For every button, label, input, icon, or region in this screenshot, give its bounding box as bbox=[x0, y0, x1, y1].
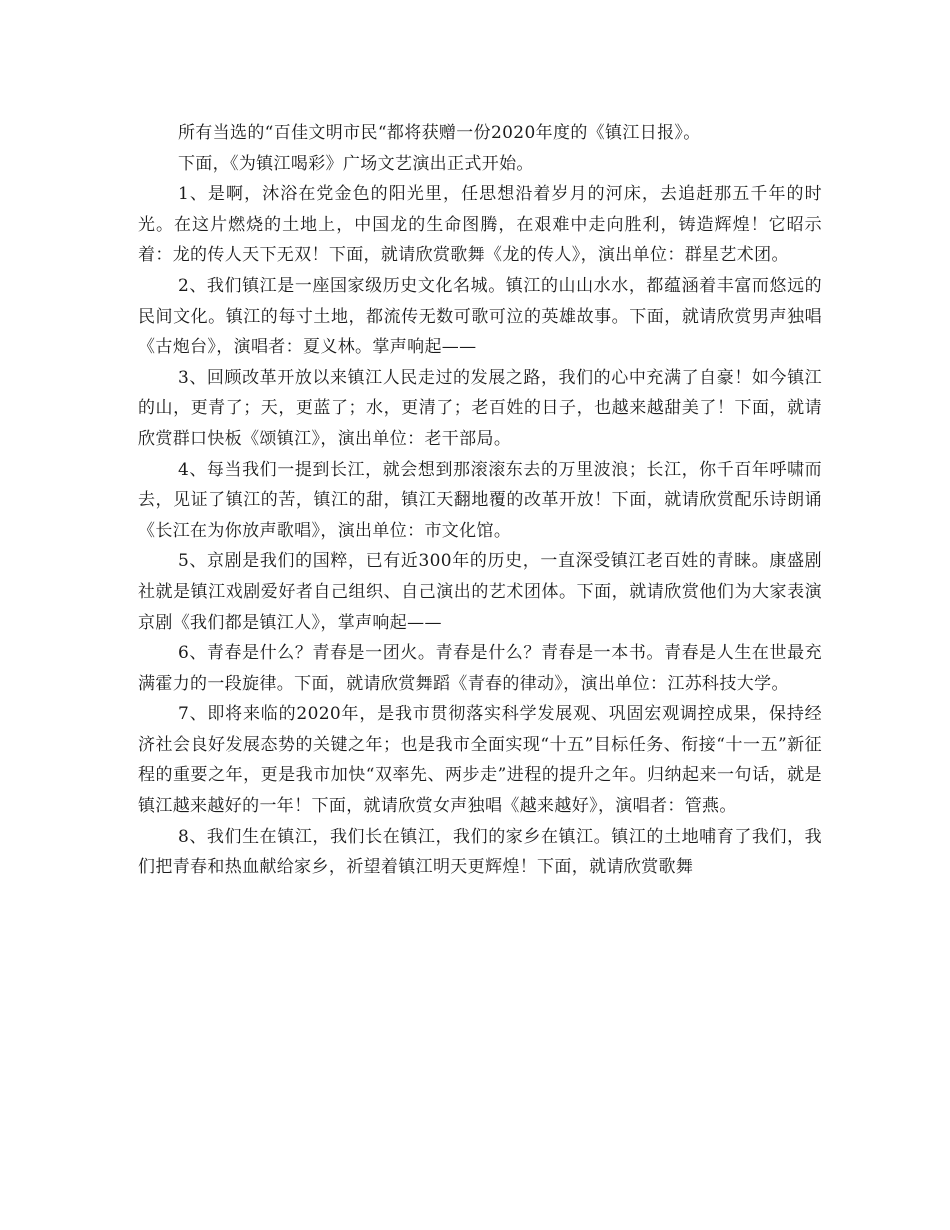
document-body bbox=[138, 118, 822, 883]
paragraph-item-5: 5、京剧是我们的国粹，已有近300年的历史，一直深受镇江老百姓的青睐。康盛剧社就是镇江戏剧爱好者自己组织、自己演出的艺术团体。下面，就请欣赏他们为大家表演京剧《我们都是镇江人》，掌声响起—— bbox=[138, 551, 822, 633]
paragraph-item-6: 6、青春是什么？青春是一团火。青春是什么？青春是一本书。青春是人生在世最充满霍力的一段旋律。下面，就请欣赏舞蹈《青春的律动》，演出单位：江苏科技大学。 bbox=[138, 643, 822, 694]
paragraph-item-4: 4、每当我们一提到长江，就会想到那滚滚东去的万里波浪；长江，你千百年呼啸而去，见证了镇江的苦，镇江的甜，镇江天翻地覆的改革开放！下面，就请欣赏配乐诗朗诵《长江在为你放声歌唱》，演出单位：市文化馆。 bbox=[138, 459, 822, 541]
paragraph-item-1: 1、是啊，沐浴在党金色的阳光里，任思想沿着岁月的河床，去追赶那五千年的时光。在这片燃烧的土地上，中国龙的生命图腾，在艰难中走向胜利，铸造辉煌！它昭示着：龙的传人天下无双！下面，就请欣赏歌舞《龙的传人》，演出单位：群星艺术团。 bbox=[138, 184, 822, 266]
paragraph-winners-gift: 所有当选的“百佳文明市民“都将获赠一份2020年度的《镇江日报》。 bbox=[177, 123, 701, 143]
paragraph-performance-start: 下面，《为镇江喝彩》广场文艺演出正式开始。 bbox=[177, 153, 534, 174]
paragraph-item-3: 3、回顾改革开放以来镇江人民走过的发展之路，我们的心中充满了自豪！如今镇江的山，更青了；天，更蓝了；水，更清了；老百姓的日子，也越来越甜美了！下面，就请欣赏群口快板《颂镇江》，演出单位：老干部局。 bbox=[138, 367, 822, 449]
paragraph-item-7: 7、即将来临的2020年，是我市贯彻落实科学发展观、巩固宏观调控成果，保持经济社会良好发展态势的关键之年；也是我市全面实现“十五”目标任务、衔接“十一五”新征程的重要之年，更是我市加快“双率先、两步走”进程的提升之年。归纳起来一句话，就是镇江越来越好的一年！下面，就请欣赏女声独唱《越来越好》，演唱者：管燕。 bbox=[138, 704, 822, 817]
paragraph-item-2: 2、我们镇江是一座国家级历史文化名城。镇江的山山水水，都蕴涵着丰富而悠远的民间文化。镇江的每寸土地，都流传无数可歌可泣的英雄故事。下面，就请欣赏男声独唱《古炮台》，演唱者：夏义林。掌声响起—— bbox=[138, 275, 822, 358]
paragraph-item-8: 8、我们生在镇江，我们长在镇江，我们的家乡在镇江。镇江的土地哺育了我们，我们把青春和热血献给家乡，祈望着镇江明天更辉煌！下面，就请欣赏歌舞 bbox=[138, 826, 822, 878]
